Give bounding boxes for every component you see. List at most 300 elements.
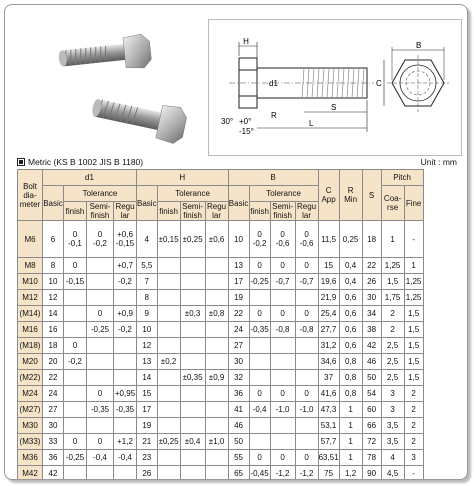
header-d1-tolerance: Tolerance xyxy=(64,186,137,202)
table-cell: 30 xyxy=(43,418,64,434)
table-cell: 0 -0,2 xyxy=(249,221,270,258)
table-cell xyxy=(64,306,87,322)
bolt-size-cell: M8 xyxy=(18,258,43,274)
table-cell: 4,5 xyxy=(381,466,404,481)
table-cell: 57,7 xyxy=(318,434,339,450)
table-cell: 46 xyxy=(228,418,249,434)
header-h-tolerance: Tolerance xyxy=(157,186,228,202)
table-cell: 0,8 xyxy=(339,370,362,386)
table-cell xyxy=(64,386,87,402)
table-cell xyxy=(157,370,180,386)
table-cell xyxy=(295,370,318,386)
table-cell: 12 xyxy=(43,290,64,306)
table-cell xyxy=(87,466,114,481)
table-cell: 1,5 xyxy=(404,322,423,338)
table-cell: -0,25 xyxy=(64,450,87,466)
table-cell: 1 xyxy=(339,402,362,418)
table-cell: 66 xyxy=(362,418,381,434)
table-cell xyxy=(180,354,205,370)
table-cell xyxy=(270,434,295,450)
table-cell: ±0,4 xyxy=(180,434,205,450)
table-cell: 90 xyxy=(362,466,381,481)
table-cell: 1,25 xyxy=(404,290,423,306)
table-cell xyxy=(87,274,114,290)
table-cell: 22 xyxy=(228,306,249,322)
table-cell: 60 xyxy=(362,402,381,418)
table-cell: 0 xyxy=(270,450,295,466)
table-cell xyxy=(87,370,114,386)
table-cell: -1,0 xyxy=(295,402,318,418)
table-cell: 42 xyxy=(362,338,381,354)
table-cell: -0,2 xyxy=(114,274,137,290)
table-cell xyxy=(87,418,114,434)
table-cell xyxy=(157,402,180,418)
table-cell xyxy=(180,466,205,481)
table-row xyxy=(18,338,424,354)
table-cell: 42 xyxy=(43,466,64,481)
table-cell: 24 xyxy=(43,386,64,402)
table-cell: ±0,6 xyxy=(205,221,228,258)
table-cell: +1,2 xyxy=(114,434,137,450)
table-cell: 14 xyxy=(137,370,158,386)
bolt-size-cell: (M18) xyxy=(18,338,43,354)
table-cell: 34,6 xyxy=(318,354,339,370)
table-cell xyxy=(87,338,114,354)
table-cell xyxy=(205,386,228,402)
table-cell: ±0,25 xyxy=(180,221,205,258)
header-b-basic: Basic xyxy=(228,186,249,221)
table-cell: 4 xyxy=(381,450,404,466)
table-cell xyxy=(295,290,318,306)
table-cell: 21 xyxy=(137,434,158,450)
table-cell: 32 xyxy=(228,370,249,386)
table-cell xyxy=(249,354,270,370)
table-cell xyxy=(205,402,228,418)
table-cell: 18 xyxy=(43,338,64,354)
table-cell xyxy=(295,338,318,354)
table-cell: 0,4 xyxy=(339,258,362,274)
header-b-finish: finish xyxy=(249,202,270,221)
table-cell xyxy=(157,322,180,338)
table-cell xyxy=(205,258,228,274)
table-cell: 2 xyxy=(404,386,423,402)
table-cell: 55 xyxy=(228,450,249,466)
drawing-label-d1: d1 xyxy=(269,79,278,88)
table-cell: 27 xyxy=(43,402,64,418)
table-cell: -0,4 xyxy=(114,450,137,466)
table-cell: 19 xyxy=(228,290,249,306)
table-cell: 0,8 xyxy=(339,354,362,370)
table-cell: 0 xyxy=(249,258,270,274)
table-cell: +0,95 xyxy=(114,386,137,402)
table-cell: 0 xyxy=(295,386,318,402)
table-cell: -0,7 xyxy=(270,274,295,290)
table-row xyxy=(18,354,424,370)
table-cell xyxy=(205,450,228,466)
table-cell xyxy=(180,402,205,418)
table-cell: ±0,25 xyxy=(157,434,180,450)
table-cell xyxy=(114,338,137,354)
table-cell: 0 xyxy=(249,306,270,322)
table-cell xyxy=(157,418,180,434)
table-cell: 3,5 xyxy=(381,434,404,450)
table-row xyxy=(18,221,424,258)
drawing-label-minus15: -15° xyxy=(239,127,254,136)
table-cell: 19 xyxy=(137,418,158,434)
table-cell xyxy=(64,370,87,386)
table-cell xyxy=(157,274,180,290)
table-cell xyxy=(157,386,180,402)
table-cell: +0,9 xyxy=(114,306,137,322)
table-cell xyxy=(157,338,180,354)
table-cell xyxy=(249,418,270,434)
table-cell: 8 xyxy=(43,258,64,274)
table-cell: 63,51 xyxy=(318,450,339,466)
table-cell xyxy=(205,322,228,338)
table-cell: - xyxy=(404,221,423,258)
bolt-photo-image xyxy=(15,19,200,154)
drawing-label-b: B xyxy=(416,41,422,50)
table-cell: 5,5 xyxy=(137,258,158,274)
table-body xyxy=(18,221,424,481)
table-cell: 3 xyxy=(404,450,423,466)
bolt-size-cell: (M27) xyxy=(18,402,43,418)
table-cell: 2 xyxy=(404,418,423,434)
header-b-regular: Regu lar xyxy=(297,202,317,220)
table-cell: 0 xyxy=(249,450,270,466)
table-cell: 1,5 xyxy=(404,370,423,386)
table-cell: 27,7 xyxy=(318,322,339,338)
bolt-size-cell: M6 xyxy=(18,221,43,258)
table-cell: 1 xyxy=(339,434,362,450)
table-cell: 1,25 xyxy=(381,258,404,274)
table-cell xyxy=(157,290,180,306)
table-cell: 0 xyxy=(87,386,114,402)
table-cell xyxy=(205,418,228,434)
drawing-label-c: C xyxy=(376,79,382,88)
table-cell: 2 xyxy=(404,402,423,418)
table-cell xyxy=(64,322,87,338)
table-cell xyxy=(180,290,205,306)
table-cell xyxy=(157,258,180,274)
table-cell: 3 xyxy=(381,386,404,402)
table-cell: 41,6 xyxy=(318,386,339,402)
drawing-label-h: H xyxy=(243,37,249,46)
table-cell: 6 xyxy=(43,221,64,258)
bolt-size-cell: M30 xyxy=(18,418,43,434)
table-cell xyxy=(205,338,228,354)
table-cell: 18 xyxy=(362,221,381,258)
table-cell: -0,45 xyxy=(249,466,270,481)
table-row xyxy=(18,450,424,466)
table-cell: 54 xyxy=(362,386,381,402)
table-cell: 1 xyxy=(404,258,423,274)
table-cell: -0,8 xyxy=(270,322,295,338)
header-r: R Min xyxy=(339,170,362,221)
table-cell xyxy=(249,338,270,354)
table-cell xyxy=(114,466,137,481)
table-cell: +0,6 -0,15 xyxy=(114,221,137,258)
table-cell: 26 xyxy=(137,466,158,481)
table-cell: 13 xyxy=(228,258,249,274)
table-cell: 0 xyxy=(87,434,114,450)
table-cell xyxy=(64,418,87,434)
table-cell xyxy=(180,450,205,466)
header-d1-finish: finish xyxy=(64,202,87,221)
table-cell: 3,5 xyxy=(381,418,404,434)
table-cell: -0,25 xyxy=(249,274,270,290)
bolt-drawing-svg xyxy=(209,20,461,155)
table-cell xyxy=(180,338,205,354)
bolt-size-cell: M10 xyxy=(18,274,43,290)
table-cell: ±1,0 xyxy=(205,434,228,450)
table-cell: 53,1 xyxy=(318,418,339,434)
table-cell: 0,6 xyxy=(339,322,362,338)
header-pitch-fine: Fine xyxy=(404,186,423,221)
table-cell: 19,6 xyxy=(318,274,339,290)
table-cell: -0,8 xyxy=(295,322,318,338)
table-cell xyxy=(270,290,295,306)
header-b: B xyxy=(228,170,318,186)
table-cell: 0,25 xyxy=(339,221,362,258)
table-cell: 1 xyxy=(339,418,362,434)
table-cell: -0,25 xyxy=(87,322,114,338)
table-cell xyxy=(157,306,180,322)
bolt-size-cell: (M22) xyxy=(18,370,43,386)
table-cell: 7 xyxy=(137,274,158,290)
table-cell: 0 xyxy=(87,306,114,322)
table-cell: 30 xyxy=(228,354,249,370)
header-h-basic: Basic xyxy=(137,186,158,221)
table-cell: 23 xyxy=(137,450,158,466)
table-cell: 0 xyxy=(270,306,295,322)
table-cell: 0,4 xyxy=(339,274,362,290)
table-cell: 75 xyxy=(318,466,339,481)
table-cell: 10 xyxy=(43,274,64,290)
table-cell: 36 xyxy=(228,386,249,402)
table-cell xyxy=(64,290,87,306)
table-cell: 0,6 xyxy=(339,338,362,354)
table-cell xyxy=(295,354,318,370)
table-cell: 30 xyxy=(362,290,381,306)
table-cell: 15 xyxy=(318,258,339,274)
table-cell xyxy=(205,466,228,481)
table-cell: 0 -0,6 xyxy=(295,221,318,258)
table-cell: -0,15 xyxy=(64,274,87,290)
table-cell: 9 xyxy=(137,306,158,322)
table-cell: 0 xyxy=(64,338,87,354)
table-cell xyxy=(270,354,295,370)
table-cell: 24 xyxy=(228,322,249,338)
table-cell: -0,4 xyxy=(249,402,270,418)
table-cell: -0,35 xyxy=(114,402,137,418)
table-cell: 3 xyxy=(381,402,404,418)
drawing-label-s: S xyxy=(331,103,337,112)
page-frame xyxy=(4,4,468,480)
table-cell: 13 xyxy=(137,354,158,370)
table-cell xyxy=(114,370,137,386)
table-cell: 41 xyxy=(228,402,249,418)
table-cell xyxy=(205,354,228,370)
table-cell xyxy=(249,370,270,386)
header-d1-regular: Regu lar xyxy=(115,202,135,220)
bolt-size-cell: M36 xyxy=(18,450,43,466)
table-cell: 34 xyxy=(362,306,381,322)
table-cell: 15 xyxy=(137,386,158,402)
table-row xyxy=(18,434,424,450)
table-cell: -0,4 xyxy=(87,450,114,466)
header-h: H xyxy=(137,170,229,186)
table-cell: 1 xyxy=(381,221,404,258)
table-row xyxy=(18,402,424,418)
table-cell: 0 xyxy=(270,258,295,274)
header-pitch: Pitch xyxy=(381,170,423,186)
table-cell xyxy=(295,434,318,450)
header-d1: d1 xyxy=(43,170,137,186)
table-cell xyxy=(87,354,114,370)
table-cell: +0,7 xyxy=(114,258,137,274)
table-cell: -1,0 xyxy=(270,402,295,418)
table-cell xyxy=(180,386,205,402)
table-cell xyxy=(157,466,180,481)
table-cell: -0,7 xyxy=(295,274,318,290)
header-b-tolerance: Tolerance xyxy=(249,186,318,202)
table-cell: 10 xyxy=(137,322,158,338)
table-cell: 0 xyxy=(295,258,318,274)
checkbox-bullet-icon xyxy=(17,158,25,166)
table-cell: 1,5 xyxy=(404,354,423,370)
table-cell: 17 xyxy=(137,402,158,418)
table-cell xyxy=(114,290,137,306)
table-cell xyxy=(114,418,137,434)
header-s: S xyxy=(362,170,381,221)
table-cell: 0 xyxy=(270,386,295,402)
table-row xyxy=(18,370,424,386)
table-cell: 0 xyxy=(64,434,87,450)
table-cell: 2 xyxy=(381,322,404,338)
header-h-finish: finish xyxy=(157,202,180,221)
table-cell: 1,5 xyxy=(404,306,423,322)
table-cell: 1 xyxy=(339,450,362,466)
table-cell: 25,4 xyxy=(318,306,339,322)
table-cell xyxy=(64,402,87,418)
bolt-photo xyxy=(15,19,200,154)
table-cell: 37 xyxy=(318,370,339,386)
table-cell xyxy=(180,274,205,290)
table-cell: 46 xyxy=(362,354,381,370)
table-row xyxy=(18,386,424,402)
table-row xyxy=(18,466,424,481)
table-row xyxy=(18,322,424,338)
unit-label: Unit : mm xyxy=(420,157,457,167)
table-cell: 1,75 xyxy=(381,290,404,306)
header-d1-basic: Basic xyxy=(43,186,64,221)
table-cell: 38 xyxy=(362,322,381,338)
table-cell xyxy=(205,274,228,290)
table-cell: 65 xyxy=(228,466,249,481)
table-cell: 12 xyxy=(137,338,158,354)
table-cell xyxy=(295,418,318,434)
table-cell: - xyxy=(404,466,423,481)
bolt-size-cell: M20 xyxy=(18,354,43,370)
table-cell: ±0,8 xyxy=(205,306,228,322)
table-row xyxy=(18,258,424,274)
table-cell: 1,2 xyxy=(339,466,362,481)
header-c: C App xyxy=(318,170,339,221)
table-cell: 1,5 xyxy=(404,338,423,354)
table-cell: 17 xyxy=(228,274,249,290)
table-cell: ±0,2 xyxy=(157,354,180,370)
table-cell: ±0,9 xyxy=(205,370,228,386)
header-d1-semi: Semi-finish xyxy=(87,202,114,221)
table-cell xyxy=(249,434,270,450)
bolt-size-cell: M16 xyxy=(18,322,43,338)
table-cell xyxy=(87,258,114,274)
table-cell xyxy=(87,290,114,306)
table-cell: 2 xyxy=(381,306,404,322)
table-cell: 50 xyxy=(228,434,249,450)
table-cell: 50 xyxy=(362,370,381,386)
table-cell: 47,3 xyxy=(318,402,339,418)
table-cell: 20 xyxy=(43,354,64,370)
table-cell: 16 xyxy=(43,322,64,338)
metric-bolt-table xyxy=(17,169,424,480)
table-cell xyxy=(180,258,205,274)
table-cell: 2,5 xyxy=(381,354,404,370)
bolt-technical-drawing xyxy=(208,19,462,156)
table-cell: 11,5 xyxy=(318,221,339,258)
table-caption xyxy=(17,157,143,167)
table-cell: 10 xyxy=(228,221,249,258)
table-cell: -1,2 xyxy=(295,466,318,481)
bolt-size-cell: (M33) xyxy=(18,434,43,450)
bolt-size-cell: M42 xyxy=(18,466,43,481)
drawing-label-30: 30° xyxy=(221,117,234,126)
table-cell: 1,5 xyxy=(381,274,404,290)
table-cell: 31,2 xyxy=(318,338,339,354)
table-cell xyxy=(64,466,87,481)
bolt-size-cell: (M14) xyxy=(18,306,43,322)
table-cell: 0 -0,2 xyxy=(87,221,114,258)
bolt-size-cell: M24 xyxy=(18,386,43,402)
table-cell: -0,35 xyxy=(249,322,270,338)
table-cell: -0,2 xyxy=(114,322,137,338)
table-cell: -0,2 xyxy=(64,354,87,370)
header-h-regular: Regu lar xyxy=(207,202,227,220)
table-cell xyxy=(270,418,295,434)
table-cell: 0 -0,1 xyxy=(64,221,87,258)
table-cell: 78 xyxy=(362,450,381,466)
drawing-label-plus0: +0° xyxy=(239,117,252,126)
table-cell: 1,25 xyxy=(404,274,423,290)
table-cell: 21,9 xyxy=(318,290,339,306)
table-cell: 0 -0,6 xyxy=(270,221,295,258)
table-cell: 22 xyxy=(43,370,64,386)
drawing-label-l: L xyxy=(309,119,314,128)
table-cell xyxy=(180,322,205,338)
header-bolt-diameter: Bolt dia-meter xyxy=(18,170,43,221)
table-cell: 27 xyxy=(228,338,249,354)
table-cell: 0,6 xyxy=(339,306,362,322)
table-cell: ±0,35 xyxy=(180,370,205,386)
table-cell: 8 xyxy=(137,290,158,306)
table-cell: ±0,3 xyxy=(180,306,205,322)
header-h-semi: Semi-finish xyxy=(180,202,205,221)
table-cell: 0 xyxy=(64,258,87,274)
table-cell: 0,6 xyxy=(339,290,362,306)
table-cell: 4 xyxy=(137,221,158,258)
table-cell: 0 xyxy=(295,306,318,322)
